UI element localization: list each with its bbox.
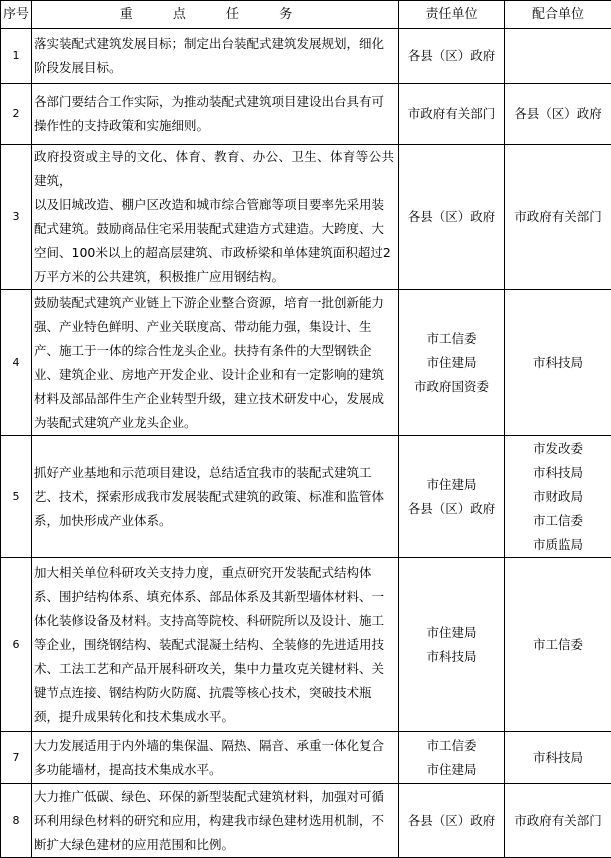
row-seq: 2 (1, 84, 32, 145)
task-line: 配式建筑。鼓励商品住宅采用装配式建造方式建造。大跨度、大 (34, 217, 394, 241)
task-line: 操作性的支持政策和实施细则。 (34, 114, 394, 138)
row-seq: 7 (1, 732, 32, 784)
task-line: 断扩大绿色建材的应用范围和比例。 (34, 833, 394, 857)
row-seq: 3 (1, 145, 32, 290)
header-task: 重 点 任 务 (32, 1, 399, 29)
row-task (32, 145, 399, 290)
row-seq: 4 (1, 290, 32, 436)
row-task (32, 84, 399, 145)
responsible-unit: 各县（区）政府 (399, 44, 504, 68)
task-line: 体化装修设备及材料。支持高等院校、科研院所以及设计、施工 (34, 609, 394, 633)
row-cooperating (505, 84, 611, 145)
task-line: 万平方米的公共建筑，积极推广应用钢结构。 (34, 265, 394, 289)
row-task (32, 290, 399, 436)
row-task (32, 784, 399, 858)
row-task (32, 436, 399, 558)
responsible-unit: 各县（区）政府 (399, 809, 504, 833)
row-responsible (399, 784, 505, 858)
task-line: 系、围护结构体系、填充体系、部品体系及其新型墙体材料、一 (34, 585, 394, 609)
cooperating-unit: 市政府有关部门 (505, 809, 611, 833)
task-line: 大力发展适用于内外墙的集保温、隔热、隔音、承重一体化复合 (34, 734, 394, 758)
table-row (1, 558, 611, 732)
row-cooperating (505, 436, 611, 558)
row-seq: 6 (1, 558, 32, 732)
table-row (1, 732, 611, 784)
row-responsible (399, 436, 505, 558)
header-row (1, 1, 611, 29)
task-line: 材料及部品部件生产企业转型升级，建立技术研发中心，发展成 (34, 387, 394, 411)
task-line: 环利用绿色材料的研究和应用，构建我市绿色建材选用机制，不 (34, 809, 394, 833)
task-line: 阶段发展目标。 (34, 56, 394, 80)
row-responsible (399, 290, 505, 436)
responsible-unit: 市政府国资委 (399, 375, 504, 399)
row-seq: 8 (1, 784, 32, 858)
row-cooperating (505, 784, 611, 858)
cooperating-unit: 各县（区）政府 (505, 102, 611, 126)
responsible-unit: 市工信委 (399, 734, 504, 758)
task-line: 系，加快形成产业体系。 (34, 509, 394, 533)
cooperating-unit: 市科技局 (505, 351, 611, 375)
task-line: 强、产业特色鲜明、产业关联度高、带动能力强，集设计、生 (34, 315, 394, 339)
table-row (1, 436, 611, 558)
cooperating-unit: 市发改委 (505, 437, 611, 461)
task-line: 为装配式建筑产业龙头企业。 (34, 411, 394, 435)
cooperating-unit: 市工信委 (505, 633, 611, 657)
responsible-unit: 市工信委 (399, 327, 504, 351)
row-cooperating (505, 558, 611, 732)
task-line: 大力推广低碳、绿色、环保的新型装配式建筑材料，加强对可循 (34, 785, 394, 809)
row-responsible (399, 732, 505, 784)
row-cooperating (505, 732, 611, 784)
task-line: 等企业，围绕钢结构、装配式混凝土结构、全装修的先进适用技 (34, 633, 394, 657)
table-row (1, 29, 611, 84)
task-line: 各部门要结合工作实际，为推动装配式建筑项目建设出台具有可 (34, 90, 394, 114)
row-cooperating (505, 29, 611, 84)
row-cooperating (505, 145, 611, 290)
task-line: 产、施工于一体的综合性龙头企业。扶持有条件的大型钢铁企 (34, 339, 394, 363)
table-row (1, 290, 611, 436)
row-cooperating (505, 290, 611, 436)
row-responsible (399, 84, 505, 145)
responsible-unit: 市政府有关部门 (399, 102, 504, 126)
table-row (1, 84, 611, 145)
row-task (32, 558, 399, 732)
task-line: 多功能墙材，提高技术集成水平。 (34, 758, 394, 782)
row-seq: 5 (1, 436, 32, 558)
table-row (1, 784, 611, 858)
task-line: 艺、技术，探索形成我市发展装配式建筑的政策、标准和监管体 (34, 485, 394, 509)
row-responsible (399, 558, 505, 732)
cooperating-unit: 市科技局 (505, 746, 611, 770)
header-cooperating: 配合单位 (505, 1, 611, 29)
task-line: 空间、100米以上的超高层建筑、市政桥梁和单体建筑面积超过2 (34, 241, 394, 265)
task-line: 键节点连接、钢结构防火防腐、抗震等核心技术，突破技术瓶 (34, 681, 394, 705)
header-seq: 序号 (1, 1, 32, 29)
cooperating-unit: 市财政局 (505, 485, 611, 509)
task-line: 政府投资或主导的文化、体育、教育、办公、卫生、体育等公共建筑， (34, 145, 394, 193)
row-task (32, 29, 399, 84)
task-line: 以及旧城改造、棚户区改造和城市综合管廊等项目要率先采用装 (34, 193, 394, 217)
task-line: 术、工法工艺和产品开展科研攻关，集中力量攻克关键材料、关 (34, 657, 394, 681)
cooperating-unit: 市政府有关部门 (505, 205, 611, 229)
cooperating-unit: 市科技局 (505, 461, 611, 485)
task-line: 抓好产业基地和示范项目建设，总结适宜我市的装配式建筑工 (34, 461, 394, 485)
responsible-unit: 市住建局 (399, 758, 504, 782)
header-responsible: 责任单位 (399, 1, 505, 29)
table-row (1, 145, 611, 290)
row-responsible (399, 145, 505, 290)
responsible-unit: 各县（区）政府 (399, 497, 504, 521)
cooperating-unit: 市质监局 (505, 533, 611, 557)
task-line: 落实装配式建筑发展目标；制定出台装配式建筑发展规划，细化 (34, 32, 394, 56)
responsible-unit: 市住建局 (399, 473, 504, 497)
row-responsible (399, 29, 505, 84)
responsible-unit: 市科技局 (399, 645, 504, 669)
task-line: 加大相关单位科研攻关支持力度，重点研究开发装配式结构体 (34, 561, 394, 585)
cooperating-unit: 市工信委 (505, 509, 611, 533)
responsible-unit: 市住建局 (399, 621, 504, 645)
task-line: 颈，提升成果转化和技术集成水平。 (34, 705, 394, 729)
responsible-unit: 各县（区）政府 (399, 205, 504, 229)
task-line: 鼓励装配式建筑产业链上下游企业整合资源，培育一批创新能力 (34, 291, 394, 315)
responsible-unit: 市住建局 (399, 351, 504, 375)
task-line: 业、建筑企业、房地产开发企业、设计企业和有一定影响的建筑 (34, 363, 394, 387)
row-task (32, 732, 399, 784)
row-seq: 1 (1, 29, 32, 84)
